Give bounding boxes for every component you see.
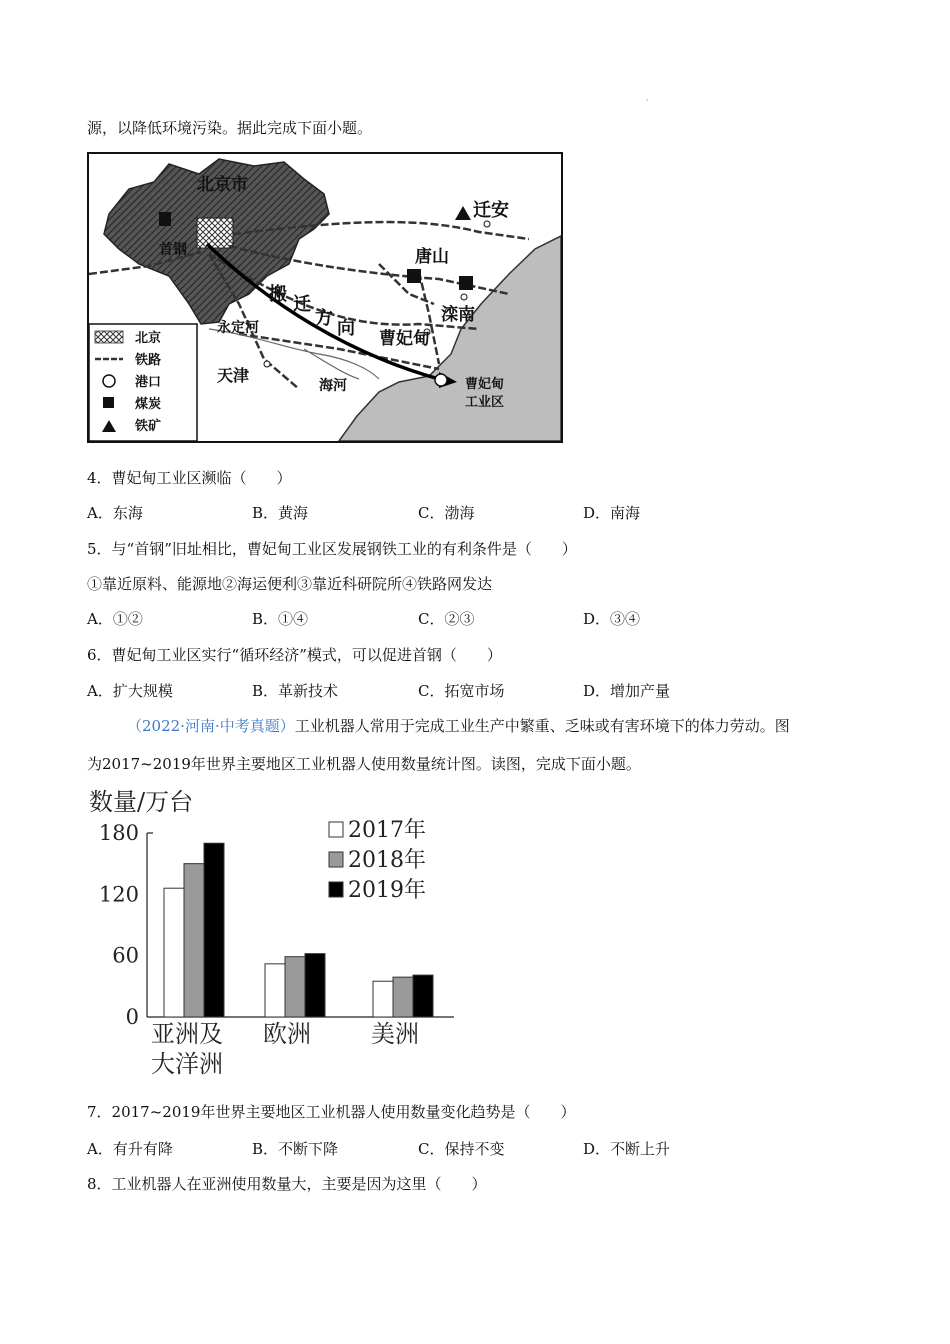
chart-ylabel: 数量/万台 — [89, 788, 194, 816]
label-luannan: 滦南 — [441, 305, 475, 325]
robot-chart — [87, 784, 467, 1084]
legend-label: 2017年 — [348, 818, 426, 843]
legend-label: 2018年 — [348, 848, 426, 873]
category-label: 亚洲及 — [151, 1020, 223, 1048]
legend-swatch — [329, 852, 343, 867]
legend-swatch — [329, 882, 343, 897]
q4-option-c[interactable]: C．渤海 — [418, 504, 475, 522]
bar — [413, 975, 433, 1017]
q5-option-a[interactable]: A．①② — [87, 610, 143, 628]
category-label: 大洋洲 — [151, 1050, 223, 1078]
label-zone-2: 工业区 — [465, 395, 505, 410]
relocation-map — [87, 152, 563, 443]
bar — [305, 954, 325, 1017]
bar — [184, 864, 204, 1017]
q6-option-a[interactable]: A．扩大规模 — [87, 682, 173, 700]
q6-option-c[interactable]: C．拓宽市场 — [418, 682, 505, 700]
q6-option-b[interactable]: B．革新技术 — [252, 682, 339, 700]
q5-option-b[interactable]: B．①④ — [252, 610, 309, 628]
q4-option-a[interactable]: A．东海 — [87, 504, 143, 522]
q6-stem: 6．曹妃甸工业区实行“循环经济”模式，可以促进首钢（ ） — [87, 646, 502, 664]
q7-option-d[interactable]: D．不断上升 — [583, 1140, 671, 1158]
bar — [285, 957, 305, 1017]
intro-text: 源，以降低环境污染。据此完成下面小题。 — [87, 119, 373, 137]
legend-railway: 铁路 — [135, 353, 162, 368]
passage2-text2: 为2017~2019年世界主要地区工业机器人使用数量统计图。读图，完成下面小题。 — [87, 755, 641, 773]
q5-option-c[interactable]: C．②③ — [418, 610, 475, 628]
y-tick-label: 120 — [98, 882, 139, 907]
label-move-1: 搬 — [269, 284, 287, 305]
passage2-source: （2022·河南·中考真题） — [127, 717, 295, 735]
q5-option-d[interactable]: D．③④ — [583, 610, 641, 628]
legend-label: 2019年 — [348, 878, 426, 903]
y-tick-label: 60 — [112, 943, 139, 968]
label-zone-1: 曹妃甸 — [465, 377, 505, 392]
coal-icon — [159, 212, 171, 226]
q7-stem: 7．2017~2019年世界主要地区工业机器人使用数量变化趋势是（ ） — [87, 1103, 576, 1121]
port-icon — [435, 374, 447, 386]
passage2-line1 — [127, 716, 790, 736]
legend-iron: 铁矿 — [135, 419, 162, 434]
bar — [164, 888, 184, 1017]
q7-option-a[interactable]: A．有升有降 — [87, 1140, 173, 1158]
bar — [393, 977, 413, 1017]
category-label: 欧洲 — [263, 1020, 311, 1048]
label-haihe: 海河 — [319, 378, 347, 394]
q5-conditions: ①靠近原料、能源地②海运便利③靠近科研院所④铁路网发达 — [87, 575, 493, 593]
y-tick-label: 0 — [125, 1005, 139, 1029]
y-tick-label: 180 — [98, 821, 139, 845]
label-move-3: 方 — [315, 308, 333, 329]
q7-option-c[interactable]: C．保持不变 — [418, 1140, 505, 1158]
q4-option-b[interactable]: B．黄海 — [252, 504, 309, 522]
q4-stem: 4．曹妃甸工业区濒临（ ） — [87, 469, 292, 487]
map-legend — [89, 324, 197, 441]
legend-port: 港口 — [135, 375, 162, 390]
label-yongding: 永定河 — [217, 320, 259, 336]
category-label: 美洲 — [371, 1020, 419, 1048]
q8-stem: 8．工业机器人在亚洲使用数量大，主要是因为这里（ ） — [87, 1175, 487, 1193]
legend-beijing: 北京 — [135, 331, 162, 346]
label-tangshan: 唐山 — [415, 247, 449, 267]
bar — [373, 981, 393, 1017]
q5-stem: 5．与“首钢”旧址相比，曹妃甸工业区发展钢铁工业的有利条件是（ ） — [87, 540, 577, 558]
q6-option-d[interactable]: D．增加产量 — [583, 682, 671, 700]
label-caofeidian: 曹妃甸 — [379, 329, 430, 349]
label-shougang: 首钢 — [159, 242, 187, 258]
coal-icon — [407, 269, 421, 283]
q7-option-b[interactable]: B．不断下降 — [252, 1140, 339, 1158]
passage2-text1: 工业机器人常用于完成工业生产中繁重、乏味或有害环境下的体力劳动。图 — [294, 717, 790, 735]
chart-svg — [87, 784, 467, 1084]
page-mark: ' — [646, 98, 649, 107]
bar — [265, 964, 285, 1017]
beijing-core — [197, 218, 233, 248]
bar — [204, 843, 224, 1017]
label-move-2: 迁 — [293, 294, 311, 315]
label-qianan: 迁安 — [473, 200, 509, 221]
label-tianjin: 天津 — [217, 366, 250, 385]
q4-option-d[interactable]: D．南海 — [583, 504, 641, 522]
coal-icon — [459, 276, 473, 290]
legend-coal: 煤炭 — [135, 397, 162, 412]
label-move-4: 向 — [337, 318, 355, 339]
map-svg — [89, 154, 561, 441]
legend-swatch — [329, 822, 343, 837]
label-beijing-city: 北京市 — [197, 175, 248, 195]
